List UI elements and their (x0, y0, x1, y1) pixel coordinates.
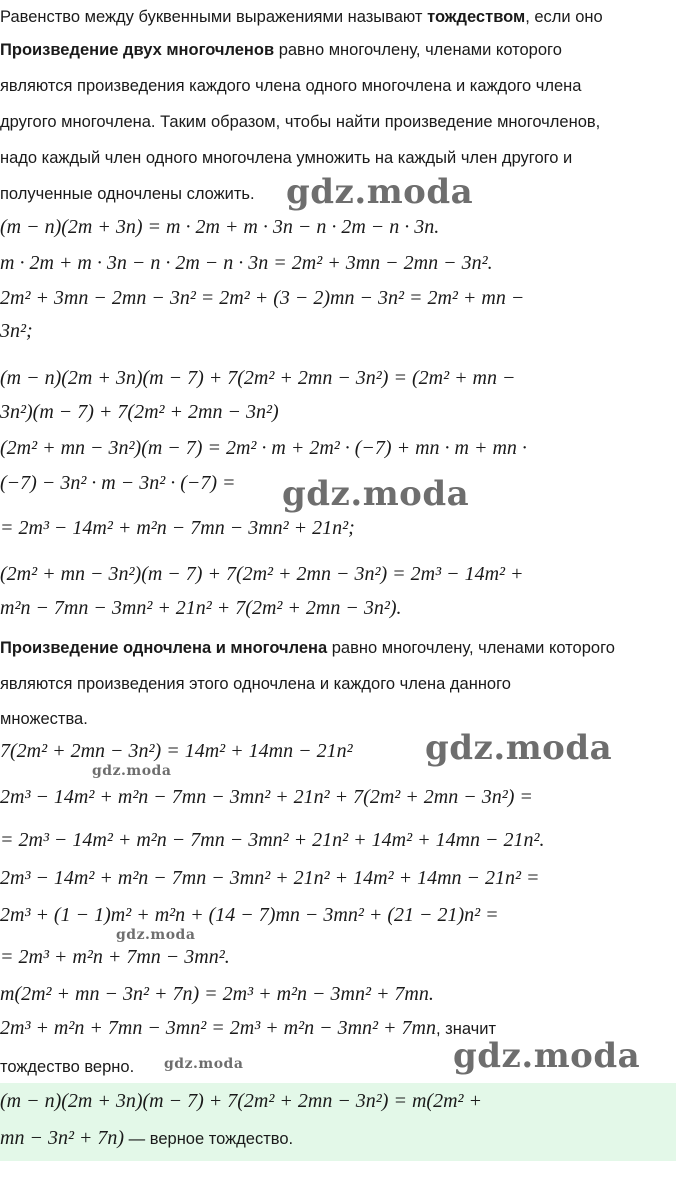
math-line: 2m² + 3mn − 2mn − 3n² = 2m² + (3 − 2)mn − 3n² = 2m² + mn − (0, 287, 525, 309)
text-run: Равенство между буквенными выражениями называют (0, 8, 428, 26)
watermark-logo: gdz.moda (92, 763, 172, 779)
watermark-logo: gdz.moda (425, 728, 613, 768)
math-line: 3n²; (0, 320, 33, 342)
watermark-logo: gdz.moda (164, 1056, 244, 1072)
watermark-logo: gdz.moda (282, 474, 470, 514)
term-monomial-polynomial: Произведение одночлена и многочлена (0, 639, 328, 657)
text-line: надо каждый член одного многочлена умножить на каждый член другого и (0, 149, 573, 167)
text-line (0, 8, 603, 27)
math-line: = 2m³ − 14m² + m²n − 7mn − 3mn² + 21n²; (0, 517, 355, 539)
math-line: 3n²)(m − 7) + 7(2m² + 2mn − 3n²) (0, 401, 279, 423)
math-line: m²n − 7mn − 3mn² + 21n² + 7(2m² + 2mn − 3n²). (0, 597, 402, 619)
text-line (0, 639, 615, 658)
text-run: равно многочлену, членами которого (327, 639, 615, 657)
text-run: — верное тождество. (124, 1130, 294, 1148)
text-line: множества. (0, 710, 88, 728)
text-run: , если оно (525, 8, 603, 26)
math-line: (m − n)(2m + 3n) = m · 2m + m · 3n − n · 2m − n · 3n. (0, 216, 440, 238)
math-line: (−7) − 3n² · m − 3n² · (−7) = (0, 472, 236, 494)
math-line: 2m³ − 14m² + m²n − 7mn − 3mn² + 21n² + 14m² + 14mn − 21n² = (0, 867, 540, 889)
text-run: равно многочлену, членами которого (274, 41, 562, 59)
math-line (0, 1127, 293, 1150)
math-line: m(2m² + mn − 3n² + 7n) = 2m³ + m²n − 3mn² + 7mn. (0, 983, 434, 1005)
math-run: 2m³ + m²n + 7mn − 3mn² = 2m³ + m²n − 3mn² + 7mn (0, 1017, 436, 1039)
math-line: = 2m³ + m²n + 7mn − 3mn². (0, 946, 230, 968)
text-line: тождество верно. (0, 1058, 135, 1076)
text-line: являются произведения каждого члена одного многочлена и каждого члена (0, 77, 582, 95)
math-line: 2m³ − 14m² + m²n − 7mn − 3mn² + 21n² + 7(2m² + 2mn − 3n²) = (0, 786, 533, 808)
watermark-logo: gdz.moda (116, 927, 196, 943)
watermark-logo: gdz.moda (286, 172, 474, 212)
text-run: , значит (436, 1020, 497, 1038)
text-line: являются произведения этого одночлена и каждого члена данного (0, 675, 511, 693)
math-line: (m − n)(2m + 3n)(m − 7) + 7(2m² + 2mn − 3n²) = m(2m² + (0, 1090, 483, 1112)
term-product-polynomials: Произведение двух многочленов (0, 41, 275, 59)
text-line (0, 41, 562, 60)
math-line: 2m³ + (1 − 1)m² + m²n + (14 − 7)mn − 3mn² + (21 − 21)n² = (0, 904, 499, 926)
math-line: = 2m³ − 14m² + m²n − 7mn − 3mn² + 21n² + 14m² + 14mn − 21n². (0, 829, 545, 851)
math-line: 7(2m² + 2mn − 3n²) = 14m² + 14mn − 21n² (0, 740, 353, 762)
math-line: (m − n)(2m + 3n)(m − 7) + 7(2m² + 2mn − 3n²) = (2m² + mn − (0, 367, 516, 389)
watermark-logo: gdz.moda (453, 1036, 641, 1076)
text-line: полученные одночлены сложить. (0, 185, 255, 203)
math-line: (2m² + mn − 3n²)(m − 7) + 7(2m² + 2mn − 3n²) = 2m³ − 14m² + (0, 563, 524, 585)
math-line: m · 2m + m · 3n − n · 2m − n · 3n = 2m² + 3mn − 2mn − 3n². (0, 252, 493, 274)
math-run: mn − 3n² + 7n) (0, 1127, 125, 1149)
term-tozhdestvo: тождеством (427, 8, 526, 26)
text-line: другого многочлена. Таким образом, чтобы найти произведение многочленов, (0, 113, 601, 131)
math-line (0, 1017, 496, 1040)
math-line: (2m² + mn − 3n²)(m − 7) = 2m² · m + 2m² · (−7) + mn · m + mn · (0, 437, 527, 459)
